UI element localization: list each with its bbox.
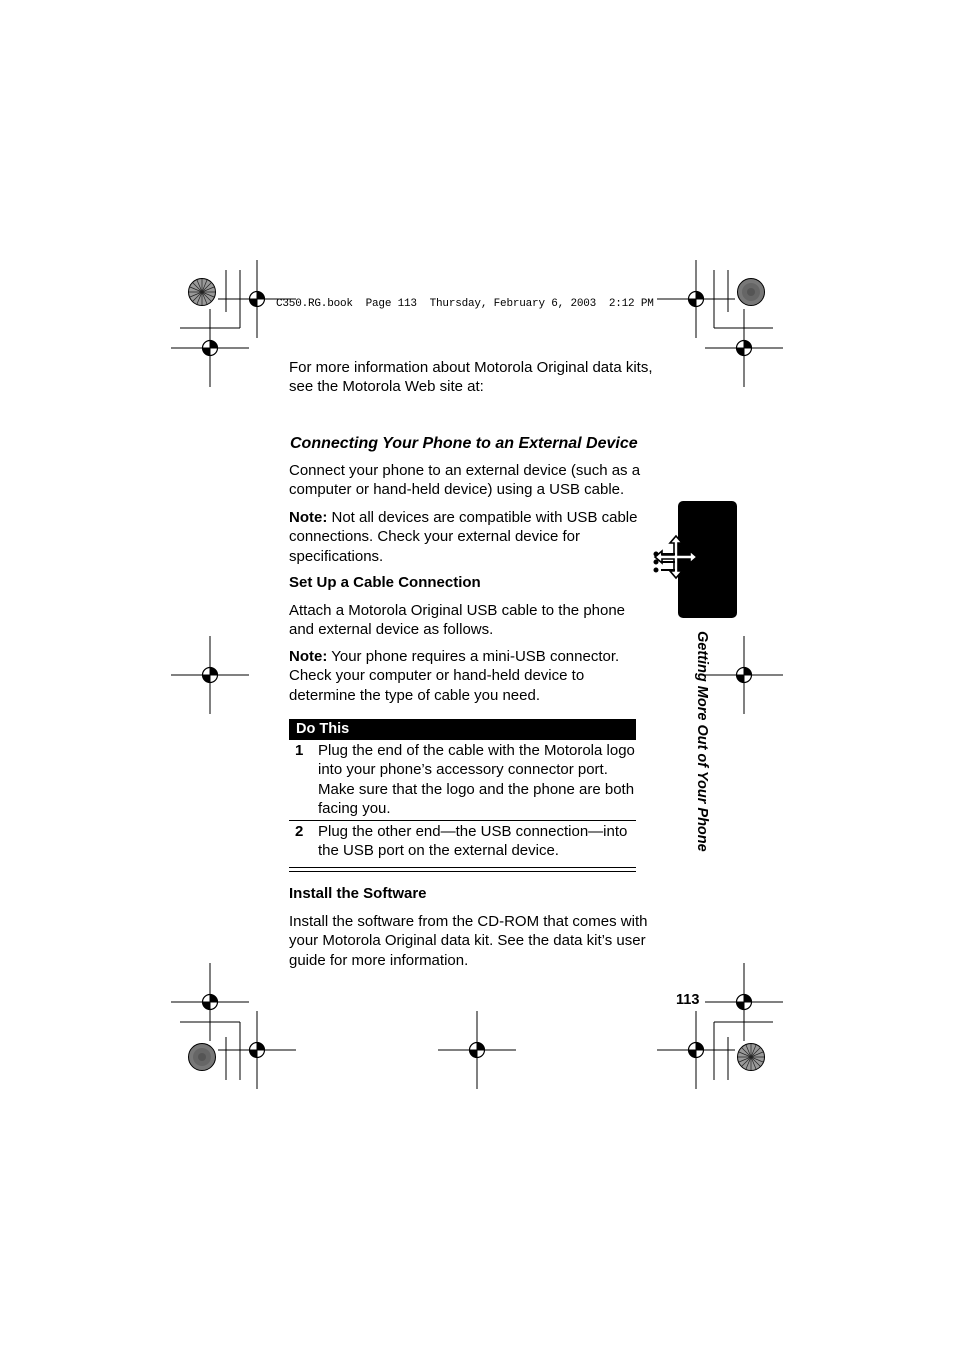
- note-connector: [289, 647, 654, 705]
- step-text: Plug the other end—the USB connection—into the USB port on the external device.: [318, 823, 628, 860]
- table-row: [289, 821, 636, 863]
- step-text: Plug the end of the cable with the Motorola logo into your phone’s accessory connector port. Make sure that the logo and the phone are both facing you.: [318, 742, 635, 817]
- menu-navigation-icon: [650, 533, 698, 581]
- subhead-install-software: Install the Software: [289, 885, 427, 902]
- note-label: Note:: [289, 509, 328, 526]
- connect-paragraph: Connect your phone to an external device (such as a computer or hand-held device) using a USB cable.: [289, 462, 641, 499]
- book-header-line: C350.RG.book Page 113 Thursday, February 6, 2003 2:12 PM: [276, 298, 654, 310]
- table-end-rule: [289, 867, 636, 872]
- install-paragraph: Install the software from the CD-ROM that comes with your Motorola Original data kit. See the data kit’s user guide for more information.: [289, 913, 648, 969]
- step-number: 1: [295, 742, 304, 759]
- steps-table: [289, 719, 636, 872]
- note-text: Your phone requires a mini-USB connector. Check your computer or hand-held device to determine the type of cable you need.: [289, 648, 620, 704]
- attach-paragraph: Attach a Motorola Original USB cable to the phone and external device as follows.: [289, 602, 626, 639]
- note-compatibility: [289, 508, 654, 566]
- intro-paragraph: For more information about Motorola Original data kits, see the Motorola Web site at:: [289, 359, 653, 396]
- note-text: Not all devices are compatible with USB cable connections. Check your external device for specifications.: [289, 509, 638, 565]
- subhead-cable-connection: Set Up a Cable Connection: [289, 574, 481, 591]
- table-row: [289, 740, 636, 820]
- step-number: 2: [295, 823, 304, 841]
- chapter-side-title: Getting More Out of Your Phone: [694, 631, 710, 852]
- page-number: 113: [676, 992, 700, 1008]
- note-label: Note:: [289, 648, 328, 665]
- section-title: Connecting Your Phone to an External Device: [290, 435, 638, 452]
- table-header: Do This: [289, 719, 636, 740]
